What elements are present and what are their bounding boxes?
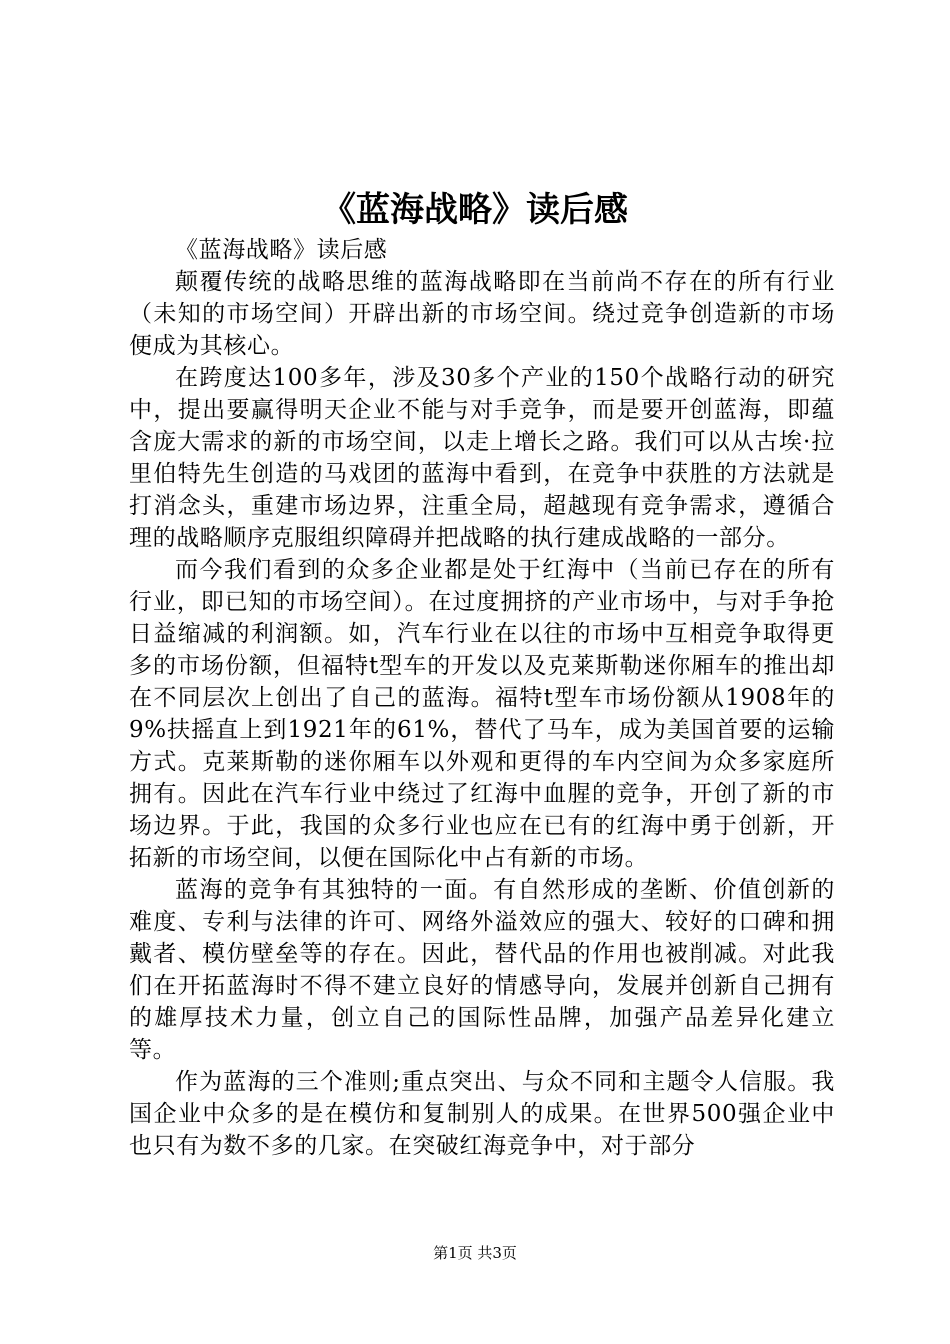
document-title: 《蓝海战略》读后感 bbox=[322, 190, 628, 230]
paragraph: 在跨度达100多年，涉及30多个产业的150个战略行动的研究中，提出要赢得明天企业不能与对手竞争，而是要开创蓝海，即蕴含庞大需求的新的市场空间，以走上增长之路。我们可以从古埃·拉里伯特先生创造的马戏团的蓝海中看到，在竞争中获胜的方法就是打消念头，重建市场边界，注重全局，超越现有竞争需求，遵循合理的战略顺序克服组织障碍并把战略的执行建成战略的一部分。 bbox=[129, 365, 835, 551]
paragraph: 而今我们看到的众多企业都是处于红海中（当前已存在的所有行业，即已知的市场空间）。在过度拥挤的产业市场中，与对手争抢日益缩减的利润额。如，汽车行业在以往的市场中互相竞争取得更多的市场份额，但福特t型车的开发以及克莱斯勒迷你厢车的推出却在不同层次上创出了自己的蓝海。福特t型车市场份额从1908年的9%扶摇直上到1921年的61%，替代了马车，成为美国首要的运输方式。克莱斯勒的迷你厢车以外观和更得的车内空间为众多家庭所拥有。因此在汽车行业中绕过了红海中血腥的竞争，开创了新的市场边界。于此，我国的众多行业也应在已有的红海中勇于创新，开拓新的市场空间，以便在国际化中占有新的市场。 bbox=[129, 557, 835, 871]
page-footer: 第1页 共3页 bbox=[433, 1244, 517, 1262]
paragraph-subtitle: 《蓝海战略》读后感 bbox=[175, 237, 388, 263]
paragraph: 颠覆传统的战略思维的蓝海战略即在当前尚不存在的所有行业（未知的市场空间）开辟出新的市场空间。绕过竞争创造新的市场便成为其核心。 bbox=[129, 269, 835, 359]
document-body bbox=[129, 234, 835, 1162]
paragraph: 蓝海的竞争有其独特的一面。有自然形成的垄断、价值创新的难度、专利与法律的许可、网络外溢效应的强大、较好的口碑和拥戴者、模仿壁垒等的存在。因此，替代品的作用也被削减。对此我们在开拓蓝海时不得不建立良好的情感导向，发展并创新自己拥有的雄厚技术力量，创立自己的国际性品牌，加强产品差异化建立等。 bbox=[129, 877, 835, 1063]
paragraph: 作为蓝海的三个准则;重点突出、与众不同和主题令人信服。我国企业中众多的是在模仿和复制别人的成果。在世界500强企业中也只有为数不多的几家。在突破红海竞争中，对于部分 bbox=[129, 1069, 835, 1159]
